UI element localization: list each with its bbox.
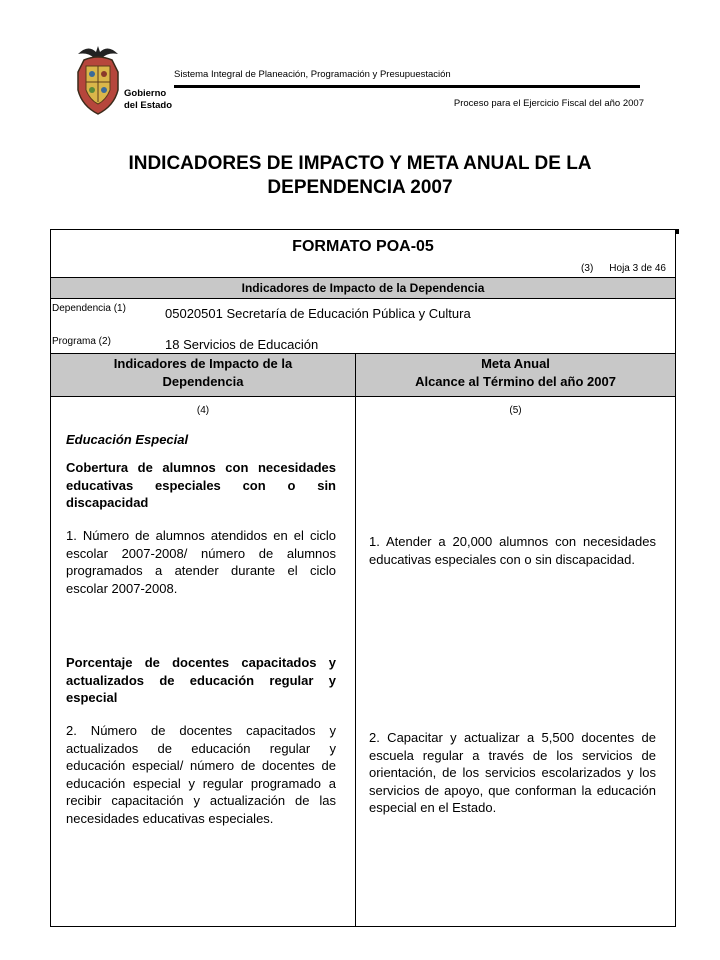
- indicator-category: Educación Especial: [66, 432, 189, 447]
- state-coat-of-arms-icon: [74, 42, 122, 120]
- system-name: Sistema Integral de Planeación, Programación y Presupuestación: [174, 69, 451, 80]
- page-title-line-1: INDICADORES DE IMPACTO Y META ANUAL DE LA: [128, 153, 592, 174]
- process-year: Proceso para el Ejercicio Fiscal del año 2007: [453, 98, 644, 109]
- program-value: 18 Servicios de Educación: [165, 337, 319, 352]
- column-header-indicators-line-2: Dependencia: [162, 374, 244, 389]
- indicator-heading-coverage: Cobertura de alumnos con necesidades educativas especiales con o sin discapacidad: [66, 460, 336, 510]
- program-label: Programa (2): [52, 336, 111, 347]
- sheet-ref: (3): [581, 263, 594, 274]
- frame-corner-mark: [676, 229, 679, 234]
- column-header-goal: [356, 355, 675, 391]
- goal-1: 1. Atender a 20,000 alumnos con necesidades educativas especiales con o sin discapacidad.: [369, 534, 656, 567]
- sheet-number: Hoja 3 de 46: [609, 263, 666, 274]
- header-divider: [174, 85, 640, 88]
- government-line-2: del Estado: [124, 100, 173, 111]
- section-title: Indicadores de Impacto de la Dependencia: [241, 281, 485, 295]
- column-header-goal-line-2: Alcance al Término del año 2007: [415, 374, 616, 389]
- dependency-value: 05020501 Secretaría de Educación Pública y Cultura: [165, 306, 471, 321]
- section-title-band: [51, 277, 675, 299]
- form-name: FORMATO POA-05: [292, 238, 434, 255]
- goal-2: 2. Capacitar y actualizar a 5,500 docentes de escuela regular a través de los servicios de orientación, de los servicios escolarizados y los servicios de apoyo, que conforman la educación especial en el Estado.: [369, 730, 656, 815]
- column-number-goal: (5): [509, 405, 522, 416]
- column-divider: [355, 353, 356, 927]
- column-number-indicators: (4): [196, 405, 210, 416]
- dependency-label: Dependencia (1): [52, 303, 126, 314]
- indicator-2: 2. Número de docentes capacitados y actualizados de educación regular y educación especial/ número de docentes de educación especial y regular programado a recibir capacitación y actualización de las necesidades educativas especiales.: [66, 723, 336, 826]
- sheet-info: [581, 263, 666, 274]
- page-title: [50, 152, 670, 200]
- column-header-goal-line-1: Meta Anual: [481, 356, 550, 371]
- page-title-line-2: DEPENDENCIA 2007: [267, 177, 453, 198]
- government-label: [124, 88, 172, 112]
- indicator-heading-teachers: Porcentaje de docentes capacitados y actualizados de educación regular y especial: [66, 655, 336, 705]
- column-header-indicators: [51, 355, 355, 391]
- indicator-1: 1. Número de alumnos atendidos en el ciclo escolar 2007-2008/ número de alumnos programados a atender durante el ciclo escolar 2007-2008.: [66, 528, 336, 596]
- government-line-1: Gobierno: [124, 88, 167, 99]
- column-header-indicators-line-1: Indicadores de Impacto de la: [113, 356, 293, 371]
